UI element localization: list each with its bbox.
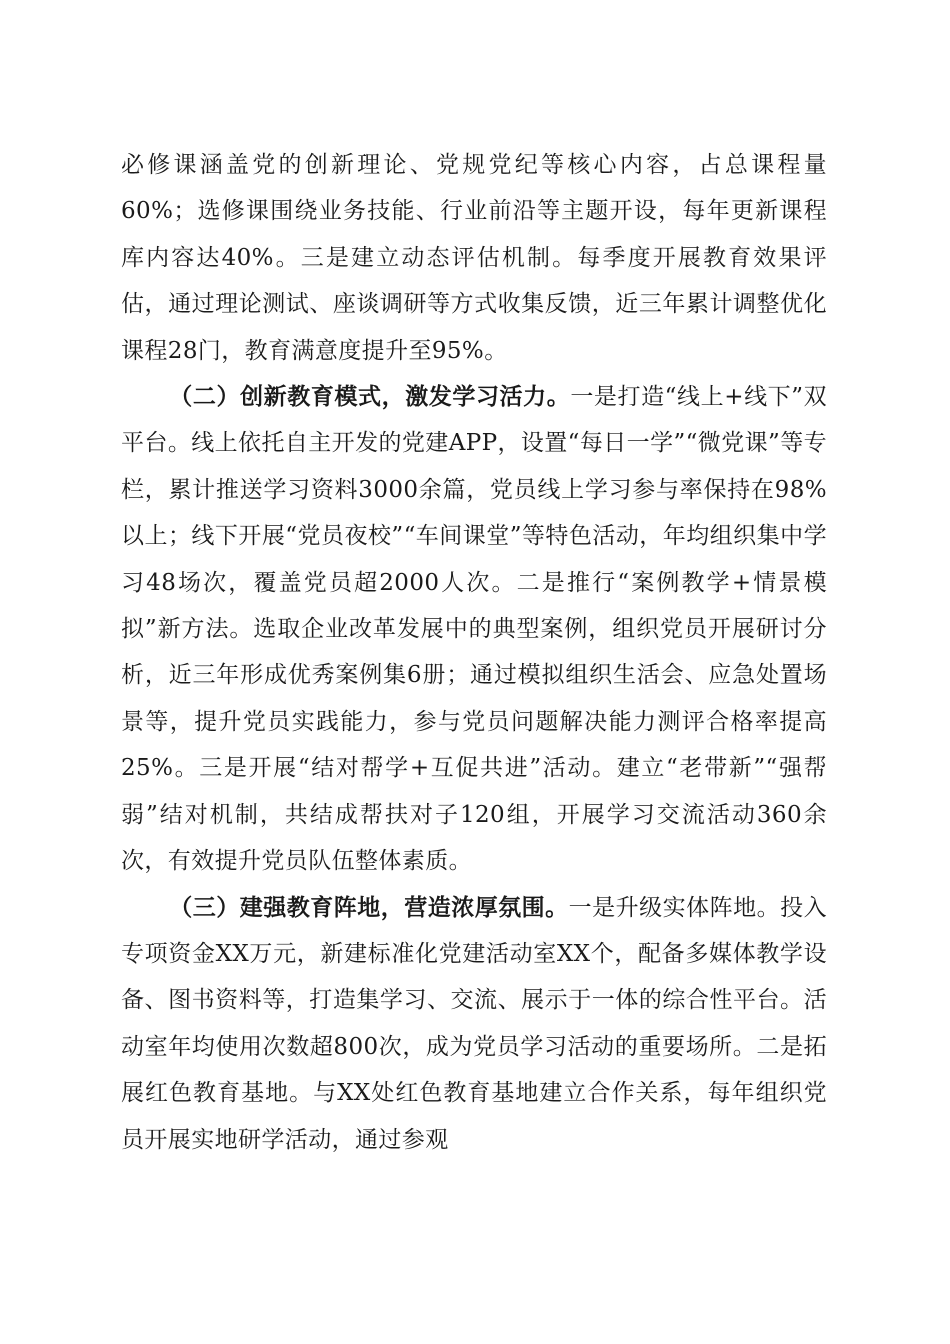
section-heading: （三）建强教育阵地，营造浓厚氛围。 (169, 893, 569, 921)
paragraph-text: 一是升级实体阵地。投入专项资金XX万元，新建标准化党建活动室XX个，配备多媒体教学设备、图书资料等，打造集学习、交流、展示于一体的综合性平台。活动室年均使用次数超800次，成为党员学习活动的重要场所。二是拓展红色教育基地。与XX处红色教育基地建立合作关系，每年组织党员开展实地研学活动，通过参观 (121, 894, 827, 1153)
section-heading: （二）创新教育模式，激发学习活力。 (169, 383, 571, 411)
paragraph-continuation (121, 142, 827, 374)
paragraph-text: 一是打造“线上+线下”双平台。线上依托自主开发的党建APP，设置“每日一学”“微党课”等专栏，累计推送学习资料3000余篇，党员线上学习参与率保持在98%以上；线下开展“党员夜校”“车间课堂”等特色活动，年均组织集中学习48场次，覆盖党员超2000人次。二是推行“案例教学+情景模拟”新方法。选取企业改革发展中的典型案例，组织党员开展研讨分析，近三年形成优秀案例集6册；通过模拟组织生活会、应急处置场景等，提升党员实践能力，参与党员问题解决能力测评合格率提高25%。三是开展“结对帮学+互促共进”活动。建立“老带新”“强帮弱”结对机制，共结成帮扶对子120组，开展学习交流活动360余次，有效提升党员队伍整体素质。 (121, 384, 827, 875)
paragraph-text: 必修课涵盖党的创新理论、党规党纪等核心内容，占总课程量60%；选修课围绕业务技能、行业前沿等主题开设，每年更新课程库内容达40%。三是建立动态评估机制。每季度开展教育效果评估，通过理论测试、座谈调研等方式收集反馈，近三年累计调整优化课程28门，教育满意度提升至95%。 (121, 152, 827, 364)
paragraph-strengthen-education-base (121, 885, 827, 1163)
paragraph-innovate-education-model (121, 374, 827, 884)
document-body (121, 142, 827, 1163)
